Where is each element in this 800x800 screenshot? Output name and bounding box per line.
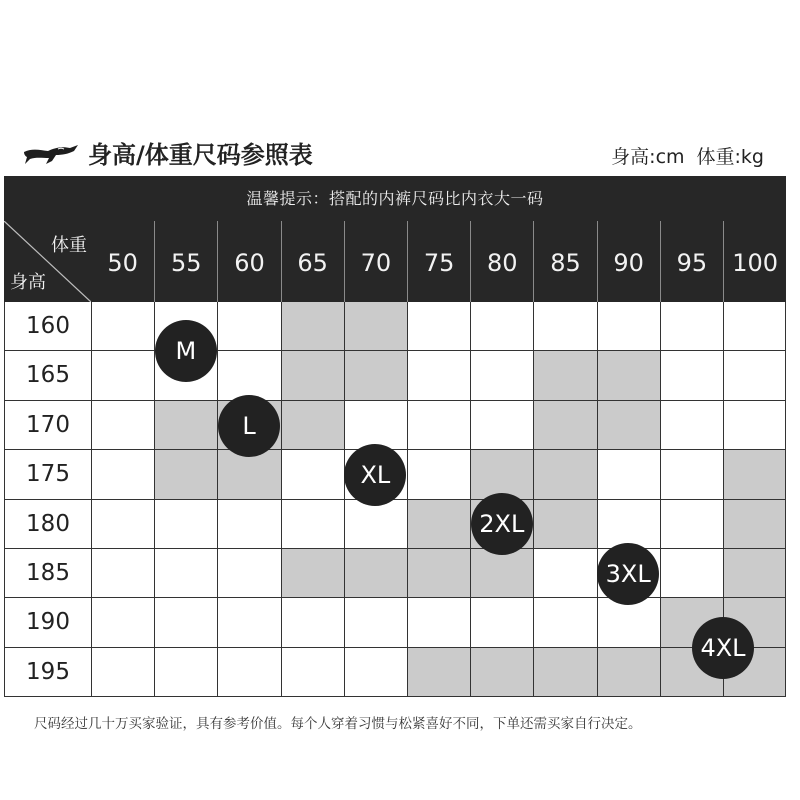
unit-legend (611, 142, 764, 172)
grid-cell (91, 500, 154, 549)
grid-cell (533, 450, 596, 499)
grid-cell (533, 549, 596, 598)
grid-cell (154, 648, 217, 697)
grid-cell (407, 401, 470, 450)
grid-cell (723, 549, 786, 598)
grid-cell (407, 648, 470, 697)
height-row-header: 175 (4, 450, 91, 499)
grid-cell (154, 598, 217, 647)
weight-axis-label: 体重 (51, 235, 87, 256)
height-row-header: 160 (4, 302, 91, 351)
grid-cell (91, 648, 154, 697)
weight-unit-label: 体重:kg (696, 146, 764, 168)
weight-col-header: 90 (597, 221, 660, 302)
height-axis-label: 身高 (10, 272, 46, 293)
cheetah-logo-icon (22, 142, 80, 168)
grid-cell (154, 450, 217, 499)
grid-cell (597, 450, 660, 499)
grid-cell (217, 648, 280, 697)
grid-cell (407, 450, 470, 499)
tip-banner: 温馨提示：搭配的内裤尺码比内衣大一码 (4, 176, 786, 221)
grid-cell (597, 401, 660, 450)
weight-col-header: 100 (723, 221, 786, 302)
grid-cell (281, 450, 344, 499)
height-row-header: 195 (4, 648, 91, 697)
grid-cell (723, 401, 786, 450)
grid-cell (407, 500, 470, 549)
grid-cell (533, 500, 596, 549)
grid-cell (281, 401, 344, 450)
grid-cell (281, 302, 344, 351)
weight-col-header: 65 (281, 221, 344, 302)
grid-cell (597, 648, 660, 697)
weight-col-header: 55 (154, 221, 217, 302)
grid-cell (533, 598, 596, 647)
grid-cell (344, 401, 407, 450)
grid-cell (281, 598, 344, 647)
size-badge: 4XL (692, 617, 754, 679)
grid-cell (597, 500, 660, 549)
grid-cell (344, 500, 407, 549)
grid-cell (660, 302, 723, 351)
grid-cell (533, 648, 596, 697)
grid-cell (660, 549, 723, 598)
weight-col-header: 50 (91, 221, 154, 302)
grid-cell (660, 401, 723, 450)
grid-cell (597, 351, 660, 400)
grid-cell (470, 648, 533, 697)
grid-cell (281, 648, 344, 697)
grid-cell (407, 302, 470, 351)
grid-cell (723, 450, 786, 499)
grid-cell (723, 302, 786, 351)
grid-cell (597, 598, 660, 647)
size-badge: M (155, 320, 217, 382)
weight-col-header: 75 (407, 221, 470, 302)
corner-header (4, 221, 91, 302)
grid-cell (91, 598, 154, 647)
grid-cell (91, 549, 154, 598)
grid-cell (407, 351, 470, 400)
weight-col-header: 80 (470, 221, 533, 302)
grid-cell (91, 401, 154, 450)
weight-col-header: 85 (533, 221, 596, 302)
footnote: 尺码经过几十万买家验证，具有参考价值。每个人穿着习惯与松紧喜好不同，下单还需买家自行决定。 (34, 716, 642, 732)
grid-cell (91, 450, 154, 499)
grid-cell (344, 302, 407, 351)
grid-cell (723, 500, 786, 549)
grid-cell (470, 351, 533, 400)
size-grid (4, 221, 786, 697)
grid-cell (217, 598, 280, 647)
grid-cell (344, 351, 407, 400)
grid-cell (597, 302, 660, 351)
grid-cell (660, 351, 723, 400)
grid-cell (217, 351, 280, 400)
grid-cell (470, 598, 533, 647)
weight-col-header: 70 (344, 221, 407, 302)
grid-cell (470, 450, 533, 499)
grid-cell (407, 549, 470, 598)
grid-cell (91, 351, 154, 400)
height-row-header: 180 (4, 500, 91, 549)
height-unit-label: 身高:cm (611, 146, 685, 168)
weight-col-header: 95 (660, 221, 723, 302)
size-badge: L (218, 395, 280, 457)
grid-cell (470, 401, 533, 450)
grid-cell (470, 549, 533, 598)
size-badge: 2XL (471, 493, 533, 555)
grid-cell (281, 549, 344, 598)
grid-cell (217, 302, 280, 351)
grid-cell (344, 598, 407, 647)
height-row-header: 185 (4, 549, 91, 598)
grid-cell (91, 302, 154, 351)
grid-cell (154, 401, 217, 450)
size-badge: 3XL (597, 543, 659, 605)
grid-cell (217, 549, 280, 598)
grid-cell (660, 500, 723, 549)
grid-cell (217, 500, 280, 549)
grid-cell (660, 450, 723, 499)
grid-cell (533, 351, 596, 400)
grid-cell (533, 302, 596, 351)
grid-cell (154, 549, 217, 598)
grid-cell (281, 351, 344, 400)
grid-cell (281, 500, 344, 549)
grid-cell (344, 648, 407, 697)
grid-cell (723, 351, 786, 400)
grid-cell (344, 549, 407, 598)
grid-cell (533, 401, 596, 450)
size-badge: XL (344, 444, 406, 506)
height-row-header: 170 (4, 401, 91, 450)
grid-cell (217, 450, 280, 499)
grid-cell (407, 598, 470, 647)
height-row-header: 190 (4, 598, 91, 647)
height-row-header: 165 (4, 351, 91, 400)
grid-cell (470, 302, 533, 351)
grid-cell (154, 500, 217, 549)
page-title: 身高/体重尺码参照表 (88, 141, 313, 169)
chart-header (22, 138, 770, 174)
weight-col-header: 60 (217, 221, 280, 302)
